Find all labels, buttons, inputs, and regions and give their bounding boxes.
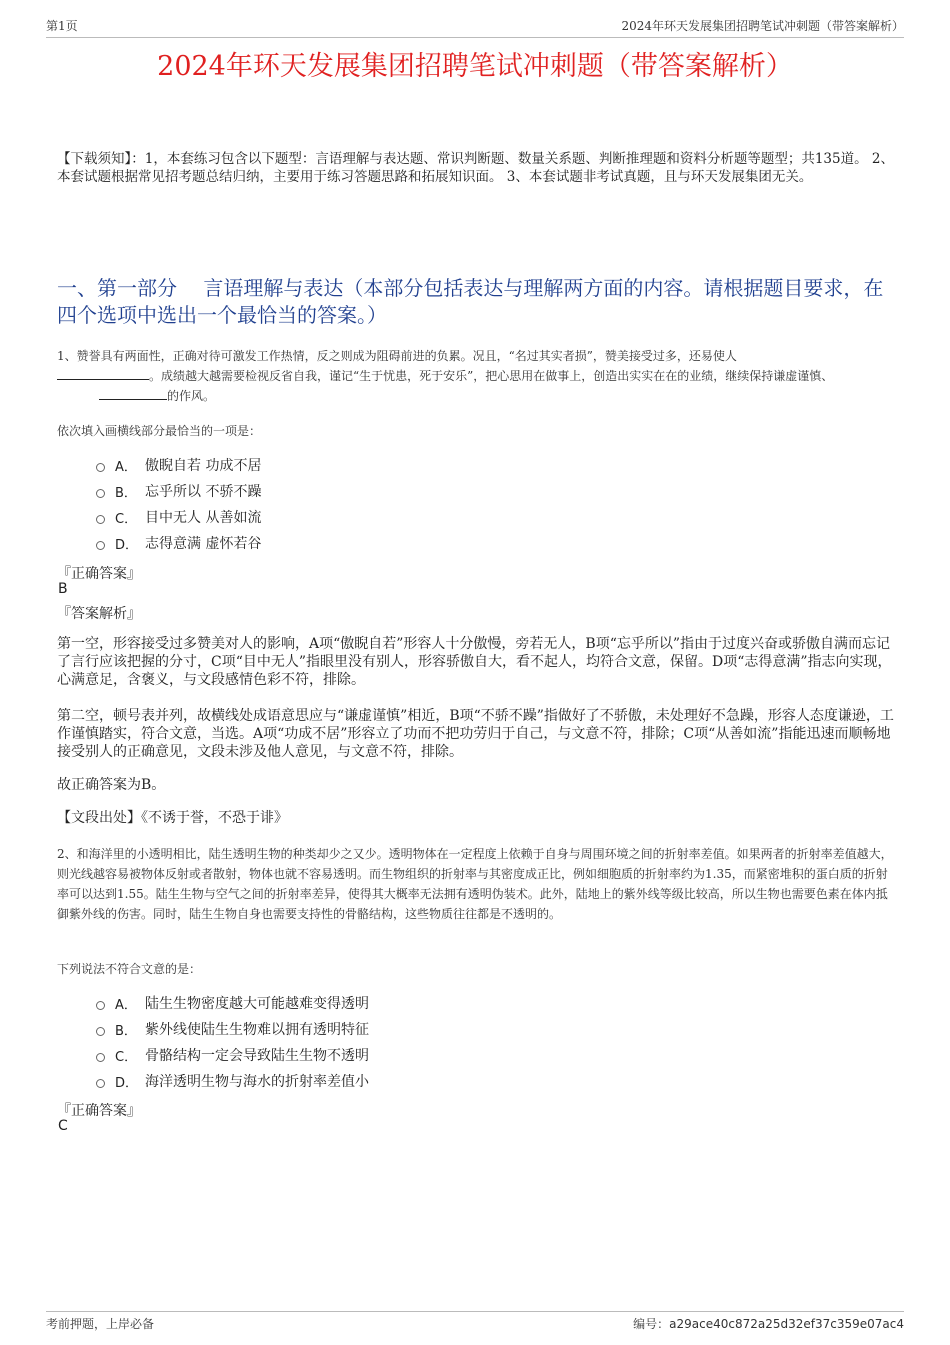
option-b[interactable] — [96, 478, 261, 504]
option-letter: B． — [115, 485, 137, 501]
radio-icon[interactable] — [96, 1027, 105, 1036]
code-value: a29ace40c872a25d32ef37c359e07ac4 — [669, 1317, 904, 1331]
document-title: 2024年环天发展集团招聘笔试冲刺题（带答案解析） — [157, 51, 793, 82]
fill-blank-1 — [57, 366, 149, 380]
question-2-text: 2、和海洋里的小透明相比，陆生透明生物的种类却少之又少。透明物体在一定程度上依赖于自身与周围环境之间的折射率差值。如果两者的折射率差值越大，则光线越容易被物体反射或者散射，物体也就不容易透明。而生物组织的折射率与其密度成正比，例如细胞质的折射率约为1.35，而紧密堆积的蛋白质的折射率可以达到1.55。陆生生物与空气之间的折射率差异，使得其大概率无法拥有透明伪装术。此外，陆地上的紫外线等级比较高，所以生物也需要色素在体内抵御紫外线的伤害。同时，陆生生物自身也需要支持性的骨骼结构，这些物质往往都是不透明的。 — [57, 847, 893, 921]
fill-blank-2 — [99, 386, 167, 400]
download-notice: 【下载须知】：1，本套练习包含以下题型：言语理解与表达题、常识判断题、数量关系题、判断推理题和资料分析题等题型；共135道。 2、本套试题根据常见招考题总结归纳，主要用于练习答题思路和拓展知识面。 3、本套试题非考试真题，且与环天发展集团无关。 — [57, 151, 894, 185]
question-1-prompt: 依次填入画横线部分最恰当的一项是： — [57, 424, 262, 438]
option-letter: C． — [115, 511, 138, 527]
header-doc-title: 2024年环天发展集团招聘笔试冲刺题（带答案解析） — [621, 19, 904, 33]
option-text: 傲睨自若 功成不居 — [145, 458, 262, 474]
option-c[interactable] — [96, 504, 261, 530]
question-1-text-part-b: 。成绩越大越需要检视反省自我，谨记“生于忧患，死于安乐”，把心思用在做事上，创造出实实在在的业绩，继续保持谦虚谨慎、 — [149, 369, 834, 383]
analysis-conclusion: 故正确答案为B。 — [57, 777, 166, 793]
radio-icon[interactable] — [96, 515, 105, 524]
radio-icon[interactable] — [96, 463, 105, 472]
page-number: 第1页 — [46, 19, 78, 33]
option-d[interactable] — [96, 530, 261, 556]
analysis-label: 『答案解析』 — [57, 606, 141, 622]
option-a[interactable] — [96, 990, 369, 1016]
analysis-paragraph-2: 第二空，顿号表并列，故横线处成语意思应与“谦虚谨慎”相近，B项“不骄不躁”指做好了不骄傲，未处理好不急躁，形容人态度谦逊，工作谨慎踏实，符合文意，当选。A项“功成不居”形容立了功而不把功劳归于自己，与文意不符，排除；C项“从善如流”指能迅速而顺畅地接受别人的正确意见，文段未涉及他人意见，与文意不符，排除。 — [57, 708, 894, 760]
option-b[interactable] — [96, 1016, 369, 1042]
question-2-prompt: 下列说法不符合文意的是： — [57, 962, 202, 976]
footer-slogan: 考前押题，上岸必备 — [46, 1317, 155, 1331]
question-1-text-part-a: 1、赞誉具有两面性，正确对待可激发工作热情，反之则成为阻碍前进的负累。况且，“名过其实者损”，赞美接受过多，还易使人 — [57, 349, 737, 363]
correct-answer: C — [58, 1118, 68, 1134]
code-label: 编号： — [633, 1317, 670, 1331]
option-text: 陆生生物密度越大可能越难变得透明 — [145, 996, 369, 1012]
radio-icon[interactable] — [96, 1053, 105, 1062]
option-letter: A． — [115, 997, 137, 1013]
question-2-options — [96, 990, 369, 1094]
option-text: 志得意满 虚怀若谷 — [145, 536, 262, 552]
option-letter: D． — [115, 1075, 139, 1091]
option-letter: B． — [115, 1023, 137, 1039]
correct-answer: B — [58, 581, 68, 597]
question-1-options — [96, 452, 261, 556]
footer-code — [633, 1315, 904, 1332]
section-heading: 一、第一部分 言语理解与表达（本部分包括表达与理解两方面的内容。请根据题目要求，在四个选项中选出一个最恰当的答案。） — [57, 276, 884, 327]
option-d[interactable] — [96, 1068, 369, 1094]
radio-icon[interactable] — [96, 1001, 105, 1010]
analysis-paragraph-1: 第一空，形容接受过多赞美对人的影响，A项“傲睨自若”形容人十分傲慢，旁若无人，B项“忘乎所以”指由于过度兴奋或骄傲自满而忘记了言行应该把握的分寸，C项“目中无人”指眼里没有别人，形容骄傲自大，看不起人，均符合文意，保留。D项“志得意满”指志向实现，心满意足，含褒义，与文段感情色彩不符，排除。 — [57, 636, 892, 688]
option-letter: A． — [115, 459, 137, 475]
option-letter: D． — [115, 537, 139, 553]
option-text: 忘乎所以 不骄不躁 — [145, 484, 262, 500]
radio-icon[interactable] — [96, 489, 105, 498]
option-a[interactable] — [96, 452, 261, 478]
option-text: 海洋透明生物与海水的折射率差值小 — [145, 1074, 369, 1090]
option-text: 目中无人 从善如流 — [145, 510, 262, 526]
radio-icon[interactable] — [96, 541, 105, 550]
page-header — [46, 14, 904, 38]
passage-source: 【文段出处】《不诱于誉，不恐于诽》 — [57, 810, 288, 826]
option-text: 紫外线使陆生生物难以拥有透明特征 — [145, 1022, 369, 1038]
option-letter: C． — [115, 1049, 138, 1065]
question-1-text — [57, 346, 897, 406]
question-1-text-part-c: 的作风。 — [167, 389, 216, 403]
option-text: 骨骼结构一定会导致陆生生物不透明 — [145, 1048, 369, 1064]
radio-icon[interactable] — [96, 1079, 105, 1088]
correct-answer-label: 『正确答案』 — [57, 1103, 141, 1119]
option-c[interactable] — [96, 1042, 369, 1068]
correct-answer-label: 『正确答案』 — [57, 566, 141, 582]
page-footer — [46, 1311, 904, 1332]
